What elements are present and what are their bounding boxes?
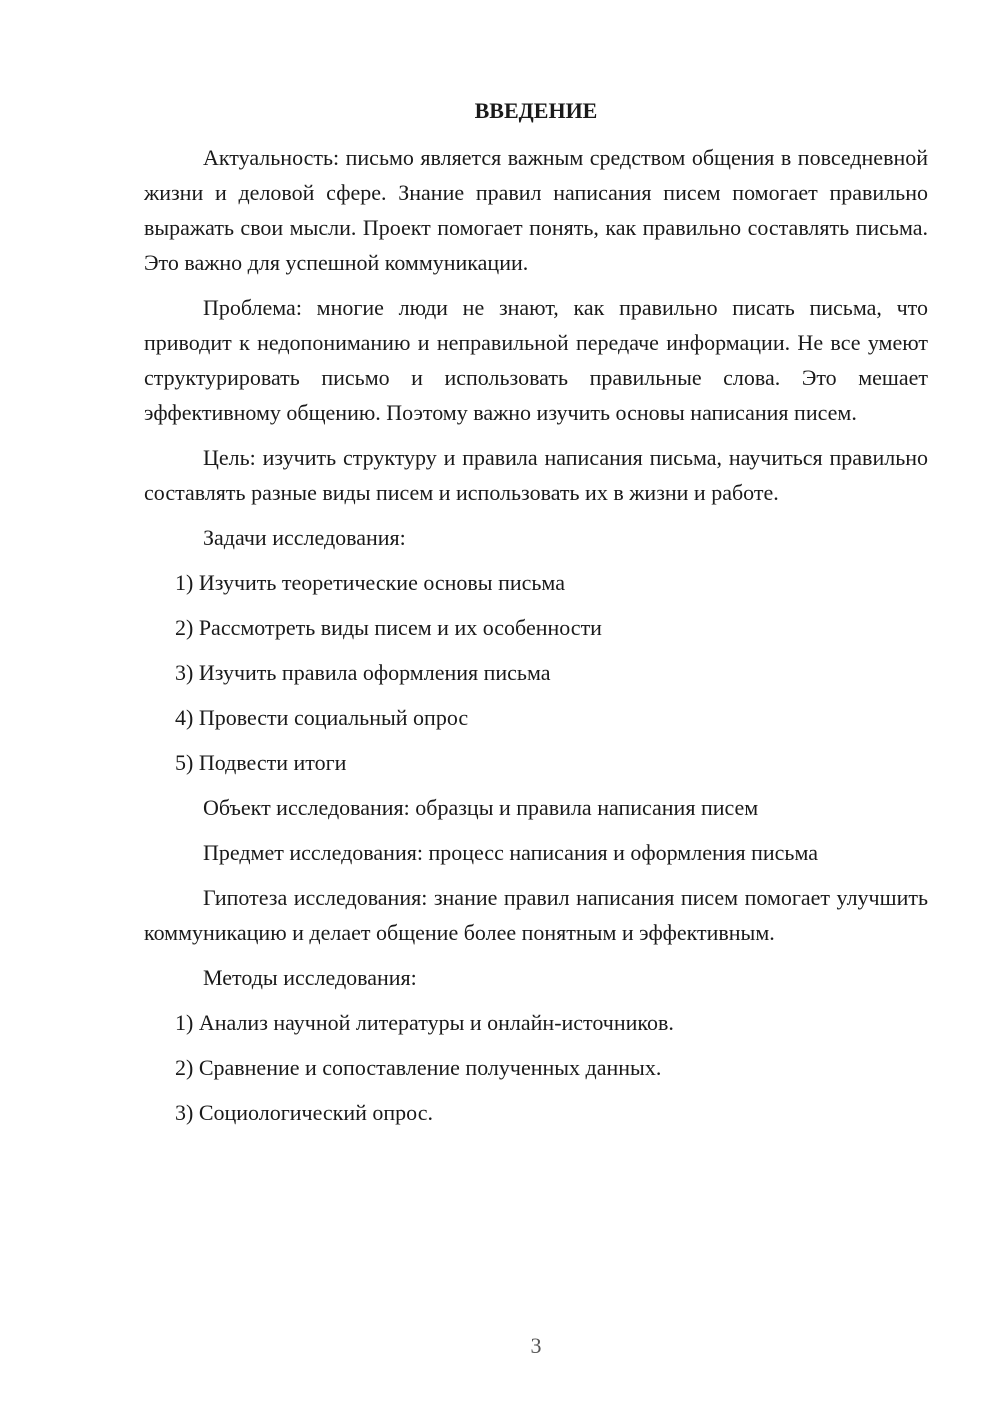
list-item: 2) Рассмотреть виды писем и их особенности (175, 615, 602, 640)
methods-list (144, 1005, 928, 1130)
paragraph-relevance: Актуальность: письмо является важным средством общения в повседневной жизни и деловой сфере. Знание правил написания писем помогает правильно выражать свои мысли. Проект помогает понять, как правильно составлять письма. Это важно для успешной коммуникации. (144, 145, 928, 275)
research-object: Объект исследования: образцы и правила написания писем (203, 795, 759, 820)
tasks-heading: Задачи исследования: (203, 525, 406, 550)
page-content (144, 96, 928, 1140)
list-item: 1) Изучить теоретические основы письма (175, 570, 565, 595)
list-item: 3) Изучить правила оформления письма (175, 660, 551, 685)
list-item: 1) Анализ научной литературы и онлайн-источников. (175, 1010, 674, 1035)
research-hypothesis: Гипотеза исследования: знание правил написания писем помогает улучшить коммуникацию и делает общение более понятным и эффективным. (144, 885, 928, 945)
list-item: 5) Подвести итоги (175, 750, 347, 775)
list-item: 4) Провести социальный опрос (175, 705, 469, 730)
page-number: 3 (530, 1333, 542, 1358)
list-item: 3) Социологический опрос. (175, 1100, 433, 1125)
paragraph-problem: Проблема: многие люди не знают, как правильно писать письма, что приводит к недопониманию и неправильной передаче информации. Не все умеют структурировать письмо и использовать правильные слова. Это мешает эффективному общению. Поэтому важно изучить основы написания писем. (144, 295, 928, 425)
tasks-list (144, 565, 928, 780)
paragraph-goal: Цель: изучить структуру и правила написания письма, научиться правильно составлять разные виды писем и использовать их в жизни и работе. (144, 445, 928, 505)
page-title: ВВЕДЕНИЕ (474, 98, 598, 123)
research-subject: Предмет исследования: процесс написания и оформления письма (203, 840, 819, 865)
methods-heading: Методы исследования: (203, 965, 417, 990)
list-item: 2) Сравнение и сопоставление полученных данных. (175, 1055, 662, 1080)
